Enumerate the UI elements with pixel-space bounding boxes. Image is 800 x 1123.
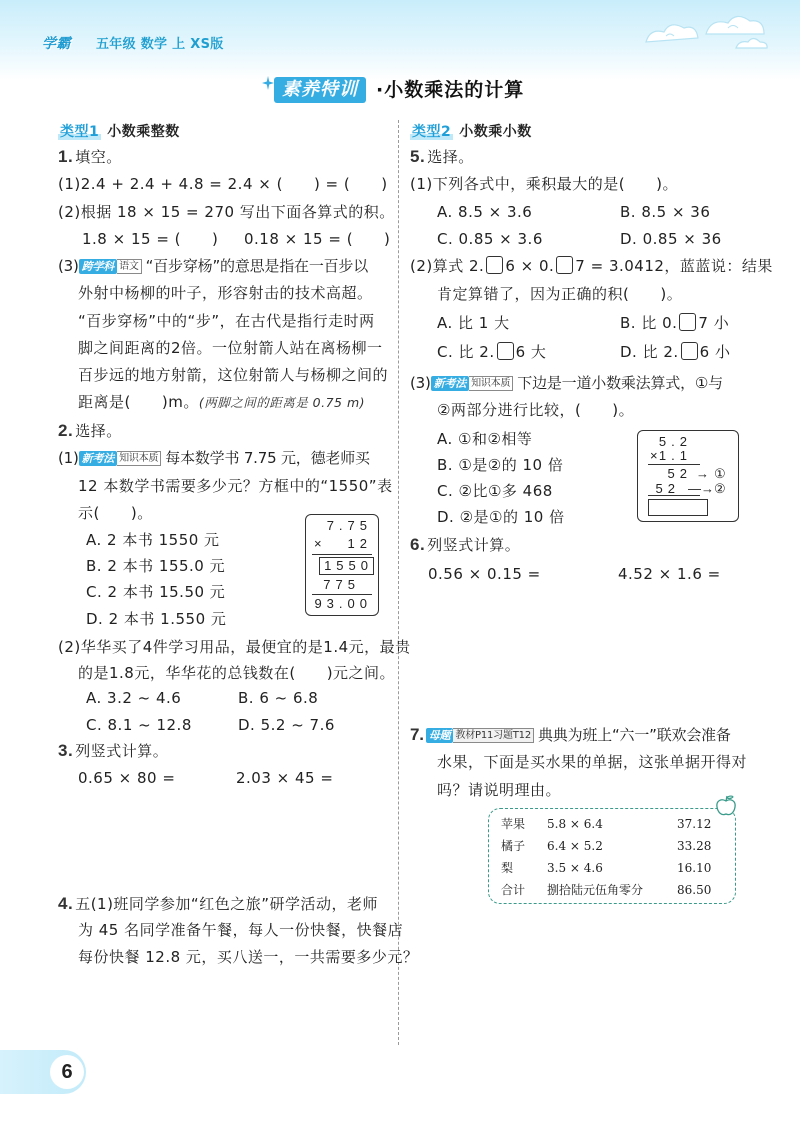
missing-digit-box [486, 256, 503, 274]
q5-heading [410, 146, 474, 168]
q5-part2-text: 6 × 0. [505, 257, 555, 275]
option-b: B. 6 ~ 6.8 [238, 689, 319, 707]
option-b: B. 2 本书 155.0 元 [86, 557, 226, 575]
q7-line: 水果，下面是买水果的单据，这张单据开得对 [437, 753, 748, 771]
vertical-calculation-box [305, 514, 379, 616]
receipt-item: 梨 [501, 861, 514, 875]
q4-text: 五(1)班同学参加“红色之旅”研学活动，老师 [75, 895, 378, 913]
option-d-text: 6 小 [699, 343, 731, 361]
calc-row-partial: 775 [323, 577, 360, 592]
interdisciplinary-tag: 跨学科 [79, 259, 117, 274]
missing-digit-box [679, 313, 696, 331]
column-divider [398, 120, 399, 1045]
type1-name: 小数乘整数 [107, 124, 180, 140]
q1-part3-line: 外射中杨柳的叶子，形容射击的技术高超。 [78, 284, 373, 302]
receipt-formula: 5.8 × 6.4 [547, 817, 603, 831]
option-c: C. 8.1 ~ 12.8 [86, 716, 192, 734]
option-a: A. 3.2 ~ 4.6 [86, 689, 182, 707]
calc-row-multiplier: 1.1 [658, 448, 692, 463]
option-c [437, 341, 546, 363]
q3-expression: 0.65 × 80 = [78, 769, 176, 787]
q1-part2: (2)根据 18 × 15 = 270 写出下面各算式的积。 [58, 203, 395, 221]
receipt-amount: 37.12 [677, 817, 712, 831]
q5-part3-first-line [410, 372, 723, 394]
option-b-text: 7 小 [698, 314, 730, 332]
calc-row-partial-2: 52 [655, 481, 680, 496]
q2-number: 2. [58, 421, 74, 440]
cloud-decoration [636, 8, 776, 54]
calc-row-multiplicand: 5.2 [658, 434, 692, 449]
option-c-text: C. 比 2. [437, 343, 495, 361]
q5-part3-line: ②两部分进行比较，( )。 [437, 401, 635, 419]
q1-part3-last-line [78, 391, 365, 414]
type2-label: 类型2 [412, 124, 452, 140]
q2-part2-line: 的是1.8元，华华花的总钱数在( )元之间。 [78, 664, 396, 682]
q1-part3-first-line [58, 255, 368, 277]
q4-line: 为 45 名同学准备午餐，每人一份快餐，快餐店 [78, 921, 404, 939]
calc-row-multiplicand: 7.75 [326, 518, 372, 533]
sparkle-icon [262, 76, 274, 90]
receipt-amount: 16.10 [677, 861, 712, 875]
option-b [620, 312, 729, 334]
calc-marker-2: ② [714, 481, 726, 496]
q5-part3-prefix: (3) [410, 374, 431, 392]
q1-number: 1. [58, 147, 74, 166]
option-d: D. ②是①的 10 倍 [437, 508, 565, 526]
q5-instruction: 选择。 [427, 148, 474, 166]
calc-marker-1: ① [714, 466, 726, 481]
q3-expression: 2.03 × 45 = [236, 769, 334, 787]
subject-tag: 语文 [117, 259, 142, 274]
new-method-tag: 新考法 [431, 376, 469, 391]
type1-heading [58, 120, 180, 143]
arrow-icon: —→ [688, 481, 714, 496]
q7-text: 典典为班上“六一”联欢会准备 [537, 726, 731, 744]
option-c-text: 6 大 [515, 343, 547, 361]
q5-part2-line: 肯定算错了，因为正确的积( )。 [437, 285, 683, 303]
q6-instruction: 列竖式计算。 [427, 536, 521, 554]
q2-part2-line: (2)华华买了4件学习用品，最便宜的是1.4元，最贵 [58, 638, 411, 656]
receipt-item: 橘子 [501, 839, 526, 853]
q2-part1-text: 每本数学书 7.75 元，德老师买 [165, 449, 370, 467]
apple-icon [714, 794, 738, 818]
calc-row-multiplier: 12 [347, 536, 372, 551]
missing-digit-box [556, 256, 573, 274]
calc-rule [312, 594, 372, 595]
book-subtitle: 五年级 数学 上 XS版 [96, 37, 224, 52]
receipt-amount: 33.28 [677, 839, 712, 853]
q5-part2-text: 7 = 3.0412，蓝蓝说：结果 [575, 257, 773, 275]
q5-number: 5. [410, 147, 426, 166]
arrow-icon: → [696, 466, 709, 481]
q1-part1: (1)2.4 + 2.4 + 4.8 = 2.4 × ( ) = ( ) [58, 175, 388, 193]
q3-heading [58, 740, 168, 762]
option-c: C. 2 本书 15.50 元 [86, 583, 226, 601]
type2-heading [410, 120, 532, 143]
q1-part3-line: “百步穿杨”中的“步”，在古代是指行走时两 [78, 312, 375, 330]
option-b: B. 8.5 × 36 [620, 203, 711, 221]
q4-first-line [58, 893, 378, 915]
calc-operator: × [650, 448, 663, 463]
option-a: A. 2 本书 1550 元 [86, 531, 220, 549]
calc-operator: × [314, 536, 327, 551]
q1-part3-text: “百步穿杨”的意思是指在一百步以 [145, 257, 369, 275]
fruit-receipt [488, 808, 736, 904]
q4-number: 4. [58, 894, 74, 913]
q2-part1-prefix: (1) [58, 449, 79, 467]
q2-part1-first-line [58, 447, 370, 469]
receipt-item: 苹果 [501, 817, 526, 831]
receipt-formula: 3.5 × 4.6 [547, 861, 603, 875]
q1-part2-expr-a: 1.8 × 15 = ( ) [82, 230, 219, 248]
option-d [620, 341, 730, 363]
q3-instruction: 列竖式计算。 [75, 742, 169, 760]
textbook-reference-tag: 教材P11习题T12 [453, 728, 534, 743]
calc-rule [312, 554, 372, 555]
option-b-text: B. 比 0. [620, 314, 678, 332]
option-c: C. ②比①多 468 [437, 482, 553, 500]
calc-rule [648, 495, 700, 496]
product-answer-box [648, 499, 708, 516]
source-problem-tag: 母题 [426, 728, 454, 743]
title-badge: 素养特训 [274, 77, 366, 103]
brand-logo: 学霸 [42, 36, 71, 52]
option-a: A. 比 1 大 [437, 314, 510, 332]
q5-part2-text: (2)算式 2. [410, 257, 485, 275]
q7-number: 7. [410, 725, 424, 744]
q1-instruction: 填空。 [75, 148, 122, 166]
page-number: 6 [50, 1055, 84, 1089]
option-a: A. 8.5 × 3.6 [437, 203, 533, 221]
q7-line: 吗？请说明理由。 [437, 781, 562, 799]
calc-row-boxed-partial: 1550 [319, 557, 374, 575]
q7-first-line [410, 724, 731, 746]
q1-part2-expr-b: 0.18 × 15 = ( ) [244, 230, 391, 248]
q1-part3-prefix: (3) [58, 257, 79, 275]
type2-name: 小数乘小数 [459, 124, 532, 140]
receipt-total-in-words: 捌拾陆元伍角零分 [547, 883, 644, 897]
q2-part1-line: 12 本数学书需要多少元？方框中的“1550”表 [78, 477, 393, 495]
q6-number: 6. [410, 535, 426, 554]
receipt-formula: 6.4 × 5.2 [547, 839, 603, 853]
q6-heading [410, 534, 520, 556]
calc-row-product: 93.00 [314, 596, 372, 611]
q1-part3-line: 百步远的地方射箭，这位射箭人与杨柳之间的 [78, 366, 389, 384]
option-c: C. 0.85 × 3.6 [437, 230, 543, 248]
option-d: D. 5.2 ~ 7.6 [238, 716, 335, 734]
calc-row-partial-1: 52 [667, 466, 692, 481]
q1-part3-note: (两脚之间的距离是 0.75 m) [198, 395, 366, 410]
q3-number: 3. [58, 741, 74, 760]
option-d: D. 0.85 × 36 [620, 230, 722, 248]
q5-part3-text: 下边是一道小数乘法算式，①与 [517, 374, 723, 392]
knowledge-tag: 知识本质 [469, 376, 513, 391]
option-d-text: D. 比 2. [620, 343, 679, 361]
q5-part2-first-line [410, 255, 773, 277]
knowledge-tag: 知识本质 [117, 451, 161, 466]
receipt-total-amount: 86.50 [677, 883, 712, 897]
page-title: ·小数乘法的计算 [376, 79, 525, 101]
vertical-calculation-box [637, 430, 739, 522]
q6-expression: 4.52 × 1.6 = [618, 565, 721, 583]
missing-digit-box [497, 342, 514, 360]
q4-line: 每份快餐 12.8 元，买八送一，一共需要多少元？ [78, 948, 419, 966]
q5-part1: (1)下列各式中，乘积最大的是( )。 [410, 175, 678, 193]
q1-heading [58, 146, 122, 168]
option-a: A. ①和②相等 [437, 430, 533, 448]
type1-label: 类型1 [60, 124, 100, 140]
q1-part3-line: 脚之间距离的2倍。一位射箭人站在离杨柳一 [78, 339, 383, 357]
receipt-total-label: 合计 [501, 883, 526, 897]
q6-expression: 0.56 × 0.15 = [428, 565, 541, 583]
q1-part3-answer-blank: 距离是( )m。 [78, 393, 199, 411]
q2-heading [58, 420, 122, 442]
q2-instruction: 选择。 [75, 422, 122, 440]
missing-digit-box [681, 342, 698, 360]
option-b: B. ①是②的 10 倍 [437, 456, 564, 474]
new-method-tag: 新考法 [79, 451, 117, 466]
option-d: D. 2 本书 1.550 元 [86, 610, 227, 628]
calc-rule [648, 464, 700, 465]
q2-part1-line: 示( )。 [78, 504, 153, 522]
